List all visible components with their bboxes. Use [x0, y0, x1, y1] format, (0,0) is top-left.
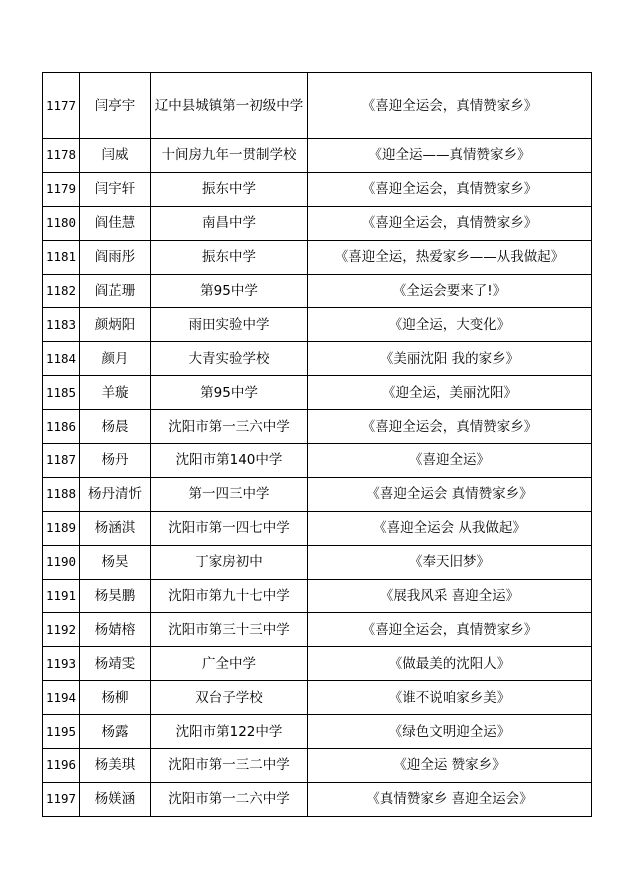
entry-title: 《迎全运，美丽沈阳》	[308, 376, 592, 410]
entry-title: 《喜迎全运会，真情赞家乡》	[308, 410, 592, 444]
entry-title: 《喜迎全运会，真情赞家乡》	[308, 73, 592, 139]
table-row	[43, 410, 592, 444]
table-row	[43, 579, 592, 613]
entry-title: 《喜迎全运会 真情赞家乡》	[308, 477, 592, 511]
entry-title: 《奉天旧梦》	[308, 545, 592, 579]
entry-number: 1181	[43, 240, 80, 274]
school-name: 广全中学	[151, 647, 308, 681]
entry-number: 1177	[43, 73, 80, 139]
school-name: 雨田实验中学	[151, 308, 308, 342]
entry-title: 《全运会要来了!》	[308, 274, 592, 308]
student-name: 杨露	[80, 715, 151, 749]
entry-number: 1191	[43, 579, 80, 613]
student-name: 杨柳	[80, 681, 151, 715]
table-row	[43, 172, 592, 206]
entry-title: 《喜迎全运会，真情赞家乡》	[308, 613, 592, 647]
entry-title: 《迎全运，大变化》	[308, 308, 592, 342]
entry-number: 1178	[43, 139, 80, 173]
school-name: 沈阳市第122中学	[151, 715, 308, 749]
student-name: 阎雨彤	[80, 240, 151, 274]
entry-number: 1190	[43, 545, 80, 579]
table-row	[43, 715, 592, 749]
student-name: 杨丹	[80, 444, 151, 478]
entry-number: 1192	[43, 613, 80, 647]
entry-number: 1186	[43, 410, 80, 444]
table-row	[43, 73, 592, 139]
entry-number: 1180	[43, 206, 80, 240]
table-row	[43, 274, 592, 308]
entry-number: 1187	[43, 444, 80, 478]
student-name: 闫威	[80, 139, 151, 173]
table-row	[43, 647, 592, 681]
student-name: 杨昊鹏	[80, 579, 151, 613]
entry-number: 1183	[43, 308, 80, 342]
entry-number: 1194	[43, 681, 80, 715]
school-name: 沈阳市第三十三中学	[151, 613, 308, 647]
school-name: 沈阳市第一二六中学	[151, 782, 308, 816]
table-row	[43, 749, 592, 783]
entry-title: 《喜迎全运会，真情赞家乡》	[308, 172, 592, 206]
entry-title: 《美丽沈阳 我的家乡》	[308, 342, 592, 376]
table-row	[43, 206, 592, 240]
student-name: 杨靖雯	[80, 647, 151, 681]
entry-number: 1188	[43, 477, 80, 511]
school-name: 丁家房初中	[151, 545, 308, 579]
table-row	[43, 240, 592, 274]
school-name: 沈阳市第一三六中学	[151, 410, 308, 444]
student-name: 阎芷珊	[80, 274, 151, 308]
school-name: 沈阳市第一四七中学	[151, 511, 308, 545]
school-name: 沈阳市第一三二中学	[151, 749, 308, 783]
student-name: 杨美琪	[80, 749, 151, 783]
roster-body	[43, 73, 592, 817]
table-row	[43, 545, 592, 579]
student-name: 杨丹清忻	[80, 477, 151, 511]
school-name: 沈阳市第九十七中学	[151, 579, 308, 613]
entry-number: 1179	[43, 172, 80, 206]
entry-title: 《喜迎全运会 从我做起》	[308, 511, 592, 545]
school-name: 辽中县城镇第一初级中学	[151, 73, 308, 139]
table-row	[43, 613, 592, 647]
student-name: 羊璇	[80, 376, 151, 410]
entry-title: 《谁不说咱家乡美》	[308, 681, 592, 715]
student-name: 颜月	[80, 342, 151, 376]
entry-title: 《喜迎全运，热爱家乡——从我做起》	[308, 240, 592, 274]
student-name: 杨婧榕	[80, 613, 151, 647]
entry-title: 《迎全运——真情赞家乡》	[308, 139, 592, 173]
entry-title: 《做最美的沈阳人》	[308, 647, 592, 681]
table-row	[43, 342, 592, 376]
entry-number: 1182	[43, 274, 80, 308]
school-name: 第95中学	[151, 274, 308, 308]
school-name: 十间房九年一贯制学校	[151, 139, 308, 173]
school-name: 南昌中学	[151, 206, 308, 240]
school-name: 双台子学校	[151, 681, 308, 715]
school-name: 第一四三中学	[151, 477, 308, 511]
table-row	[43, 308, 592, 342]
student-name: 杨晨	[80, 410, 151, 444]
student-name: 杨涵淇	[80, 511, 151, 545]
student-name: 闫宇轩	[80, 172, 151, 206]
entry-title: 《真情赞家乡 喜迎全运会》	[308, 782, 592, 816]
table-row	[43, 444, 592, 478]
school-name: 大青实验学校	[151, 342, 308, 376]
entry-number: 1189	[43, 511, 80, 545]
entry-title: 《迎全运 赞家乡》	[308, 749, 592, 783]
table-row	[43, 477, 592, 511]
table-row	[43, 376, 592, 410]
entry-title: 《喜迎全运》	[308, 444, 592, 478]
school-name: 第95中学	[151, 376, 308, 410]
student-name: 杨昊	[80, 545, 151, 579]
table-row	[43, 681, 592, 715]
entry-title: 《喜迎全运会，真情赞家乡》	[308, 206, 592, 240]
student-name: 闫亭宇	[80, 73, 151, 139]
entry-title: 《展我风采 喜迎全运》	[308, 579, 592, 613]
student-name: 颜炳阳	[80, 308, 151, 342]
entry-number: 1196	[43, 749, 80, 783]
entry-number: 1197	[43, 782, 80, 816]
student-name: 阎佳慧	[80, 206, 151, 240]
roster-table	[42, 72, 592, 817]
entry-number: 1195	[43, 715, 80, 749]
school-name: 振东中学	[151, 172, 308, 206]
school-name: 振东中学	[151, 240, 308, 274]
entry-number: 1193	[43, 647, 80, 681]
table-row	[43, 511, 592, 545]
table-row	[43, 139, 592, 173]
table-row	[43, 782, 592, 816]
student-name: 杨媄涵	[80, 782, 151, 816]
entry-title: 《绿色文明迎全运》	[308, 715, 592, 749]
entry-number: 1185	[43, 376, 80, 410]
school-name: 沈阳市第140中学	[151, 444, 308, 478]
entry-number: 1184	[43, 342, 80, 376]
